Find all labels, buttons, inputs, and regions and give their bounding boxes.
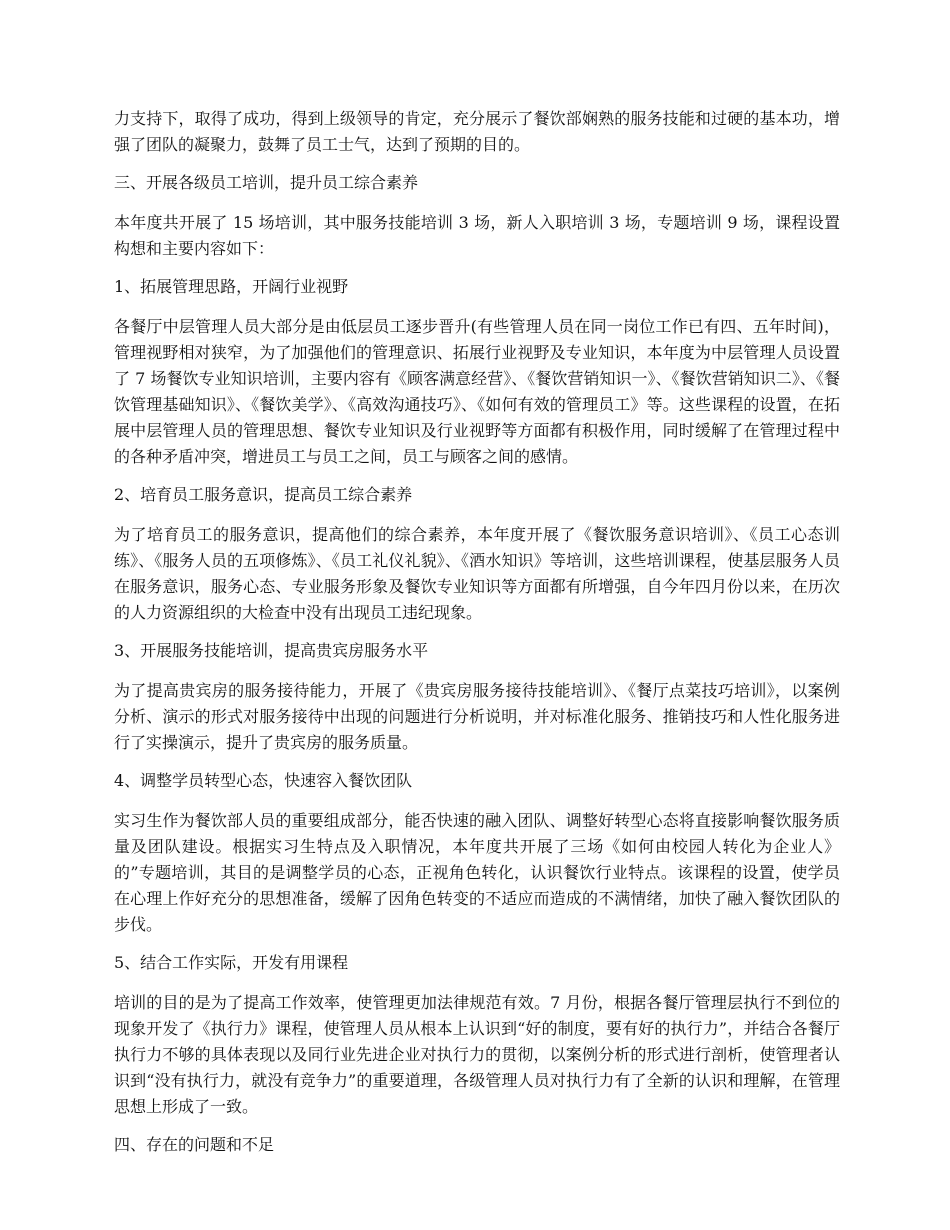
subheading-4: 4、调整学员转型心态，快速容入餐饮团队 (114, 771, 413, 790)
section-heading-4: 四、存在的问题和不足 (114, 1135, 275, 1154)
subheading-3: 3、开展服务技能培训，提高贵宾房服务水平 (114, 641, 429, 660)
paragraph-intro: 力支持下，取得了成功，得到上级领导的肯定，充分展示了餐饮部娴熟的服务技能和过硬的基本功，增强了团队的凝聚力，鼓舞了员工士气，达到了预期的目的。 (114, 109, 840, 154)
section-heading-3: 三、开展各级员工培训，提升员工综合素养 (114, 173, 419, 192)
subheading-1: 1、拓展管理思路，开阔行业视野 (114, 277, 349, 296)
paragraph-intern-adaptation: 实习生作为餐饮部人员的重要组成部分，能否快速的融入团队、调整好转型心态将直接影响餐饮服务质量及团队建设。根据实习生特点及入职情况，本年度共开展了三场《如何由校园人转化为企业人》的”专题培训，其目的是调整学员的心态，正视角色转化，认识餐饮行业特点。该课程的设置，使学员在心理上作好充分的思想准备，缓解了因角色转变的不适应而造成的不满情绪，加快了融入餐饮团队的步伐。 (114, 811, 840, 934)
subheading-5: 5、结合工作实际，开发有用课程 (114, 953, 349, 972)
paragraph-vip-service: 为了提高贵宾房的服务接待能力，开展了《贵宾房服务接待技能培训》、《餐厅点菜技巧培训》，以案例分析、演示的形式对服务接待中出现的问题进行分析说明，并对标准化服务、推销技巧和人性化服务进行了实操演示，提升了贵宾房的服务质量。 (114, 681, 840, 752)
paragraph-service-awareness: 为了培育员工的服务意识，提高他们的综合素养，本年度开展了《餐饮服务意识培训》、《员工心态训练》、《服务人员的五项修炼》、《员工礼仪礼貌》、《酒水知识》等培训，这些培训课程，使基层服务人员在服务意识，服务心态、专业服务形象及餐饮专业知识等方面都有所增强，自今年四月份以来，在历次的人力资源组织的大检查中没有出现员工违纪现象。 (114, 525, 840, 622)
paragraph-course-development: 培训的目的是为了提高工作效率，使管理更加法律规范有效。7 月份，根据各餐厅管理层执行不到位的现象开发了《执行力》课程，使管理人员从根本上认识到“好的制度，要有好的执行力”，并结合各餐厅执行力不够的具体表现以及同行业先进企业对执行力的贯彻，以案例分析的形式进行剖析，使管理者认识到“没有执行力，就没有竞争力”的重要道理，各级管理人员对执行力有了全新的认识和理解，在管理思想上形成了一致。 (114, 993, 840, 1116)
paragraph-management-training: 各餐厅中层管理人员大部分是由低层员工逐步晋升(有些管理人员在同一岗位工作已有四、五年时间)，管理视野相对狭窄，为了加强他们的管理意识、拓展行业视野及专业知识，本年度为中层管理人员设置了 7 场餐饮专业知识培训，主要内容有《顾客满意经营》、《餐饮营销知识一》、《餐饮营销知识二》、《餐饮管理基础知识》、《餐饮美学》、《高效沟通技巧》、《如何有效的管理员工》等。这些课程的设置，在拓展中层管理人员的管理思想、餐饮专业知识及行业视野等方面都有积极作用，同时缓解了在管理过程中的各种矛盾冲突，增进员工与员工之间，员工与顾客之间的感情。 (114, 317, 840, 466)
document-body (114, 106, 840, 1172)
paragraph-training-overview: 本年度共开展了 15 场培训，其中服务技能培训 3 场，新人入职培训 3 场，专题培训 9 场，课程设置构想和主要内容如下： (114, 213, 840, 258)
subheading-2: 2、培育员工服务意识，提高员工综合素养 (114, 485, 413, 504)
